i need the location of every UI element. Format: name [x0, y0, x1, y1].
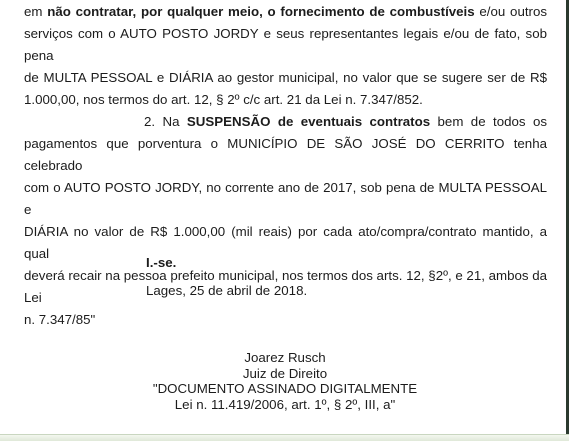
- digital-signature-law: Lei n. 11.419/2006, art. 1º, § 2º, III, a": [174, 396, 396, 412]
- paragraph-1-line-3: de MULTA PESSOAL e DIÁRIA ao gestor municipal, no valor que se sugere ser de R$: [24, 70, 547, 85]
- paragraph-2-line-6: n. 7.347/85": [24, 312, 96, 327]
- text-run: bem de todos os: [430, 114, 547, 129]
- digital-signature-note: "DOCUMENTO ASSINADO DIGITALMENTE: [152, 381, 418, 396]
- bold-run: não contratar, por qualquer meio, o fornecimento de combustíveis: [47, 4, 475, 19]
- text-run: em: [24, 4, 48, 19]
- paragraph-2-line-4: DIÁRIA no valor de R$ 1.000,00 (mil reais) por cada ato/compra/contrato mantido, a qual: [24, 224, 547, 261]
- bottom-edge-bar: [0, 434, 569, 441]
- paragraph-2-line-2: pagamentos que porventura o MUNICÍPIO DE SÃO JOSÉ DO CERRITO tenha celebrado: [24, 136, 547, 173]
- bold-run: SUSPENSÃO de eventuais contratos: [186, 114, 431, 129]
- text-run: 2. Na: [144, 114, 187, 129]
- paragraph-2-line-3: com o AUTO POSTO JORDY, no corrente ano de 2017, sob pena de MULTA PESSOAL e: [24, 180, 547, 217]
- paragraph-1-line-2: serviços com o AUTO POSTO JORDY e seus representantes legais e/ou de fato, sob pena: [24, 26, 547, 63]
- paragraph-1: [24, 1, 547, 111]
- paragraph-1-line-4: 1.000,00, nos termos do art. 12, § 2º c/c art. 21 da Lei n. 7.347/852.: [24, 92, 423, 107]
- place-date: Lages, 25 de abril de 2018.: [146, 283, 308, 298]
- signer-role: Juiz de Direito: [242, 365, 328, 381]
- signature-block: [120, 350, 450, 412]
- intime-se: I.-se.: [146, 255, 177, 270]
- signer-name: Joarez Rusch: [244, 350, 326, 365]
- paragraph-2-line-1: [24, 111, 547, 133]
- paragraph-1-line-1: [24, 1, 547, 23]
- paragraph-2-line-5: deverá recair na pessoa prefeito municipal, nos termos dos arts. 12, §2º, e 21, ambos da Lei: [24, 268, 547, 305]
- text-run: e/ou outros: [474, 4, 547, 19]
